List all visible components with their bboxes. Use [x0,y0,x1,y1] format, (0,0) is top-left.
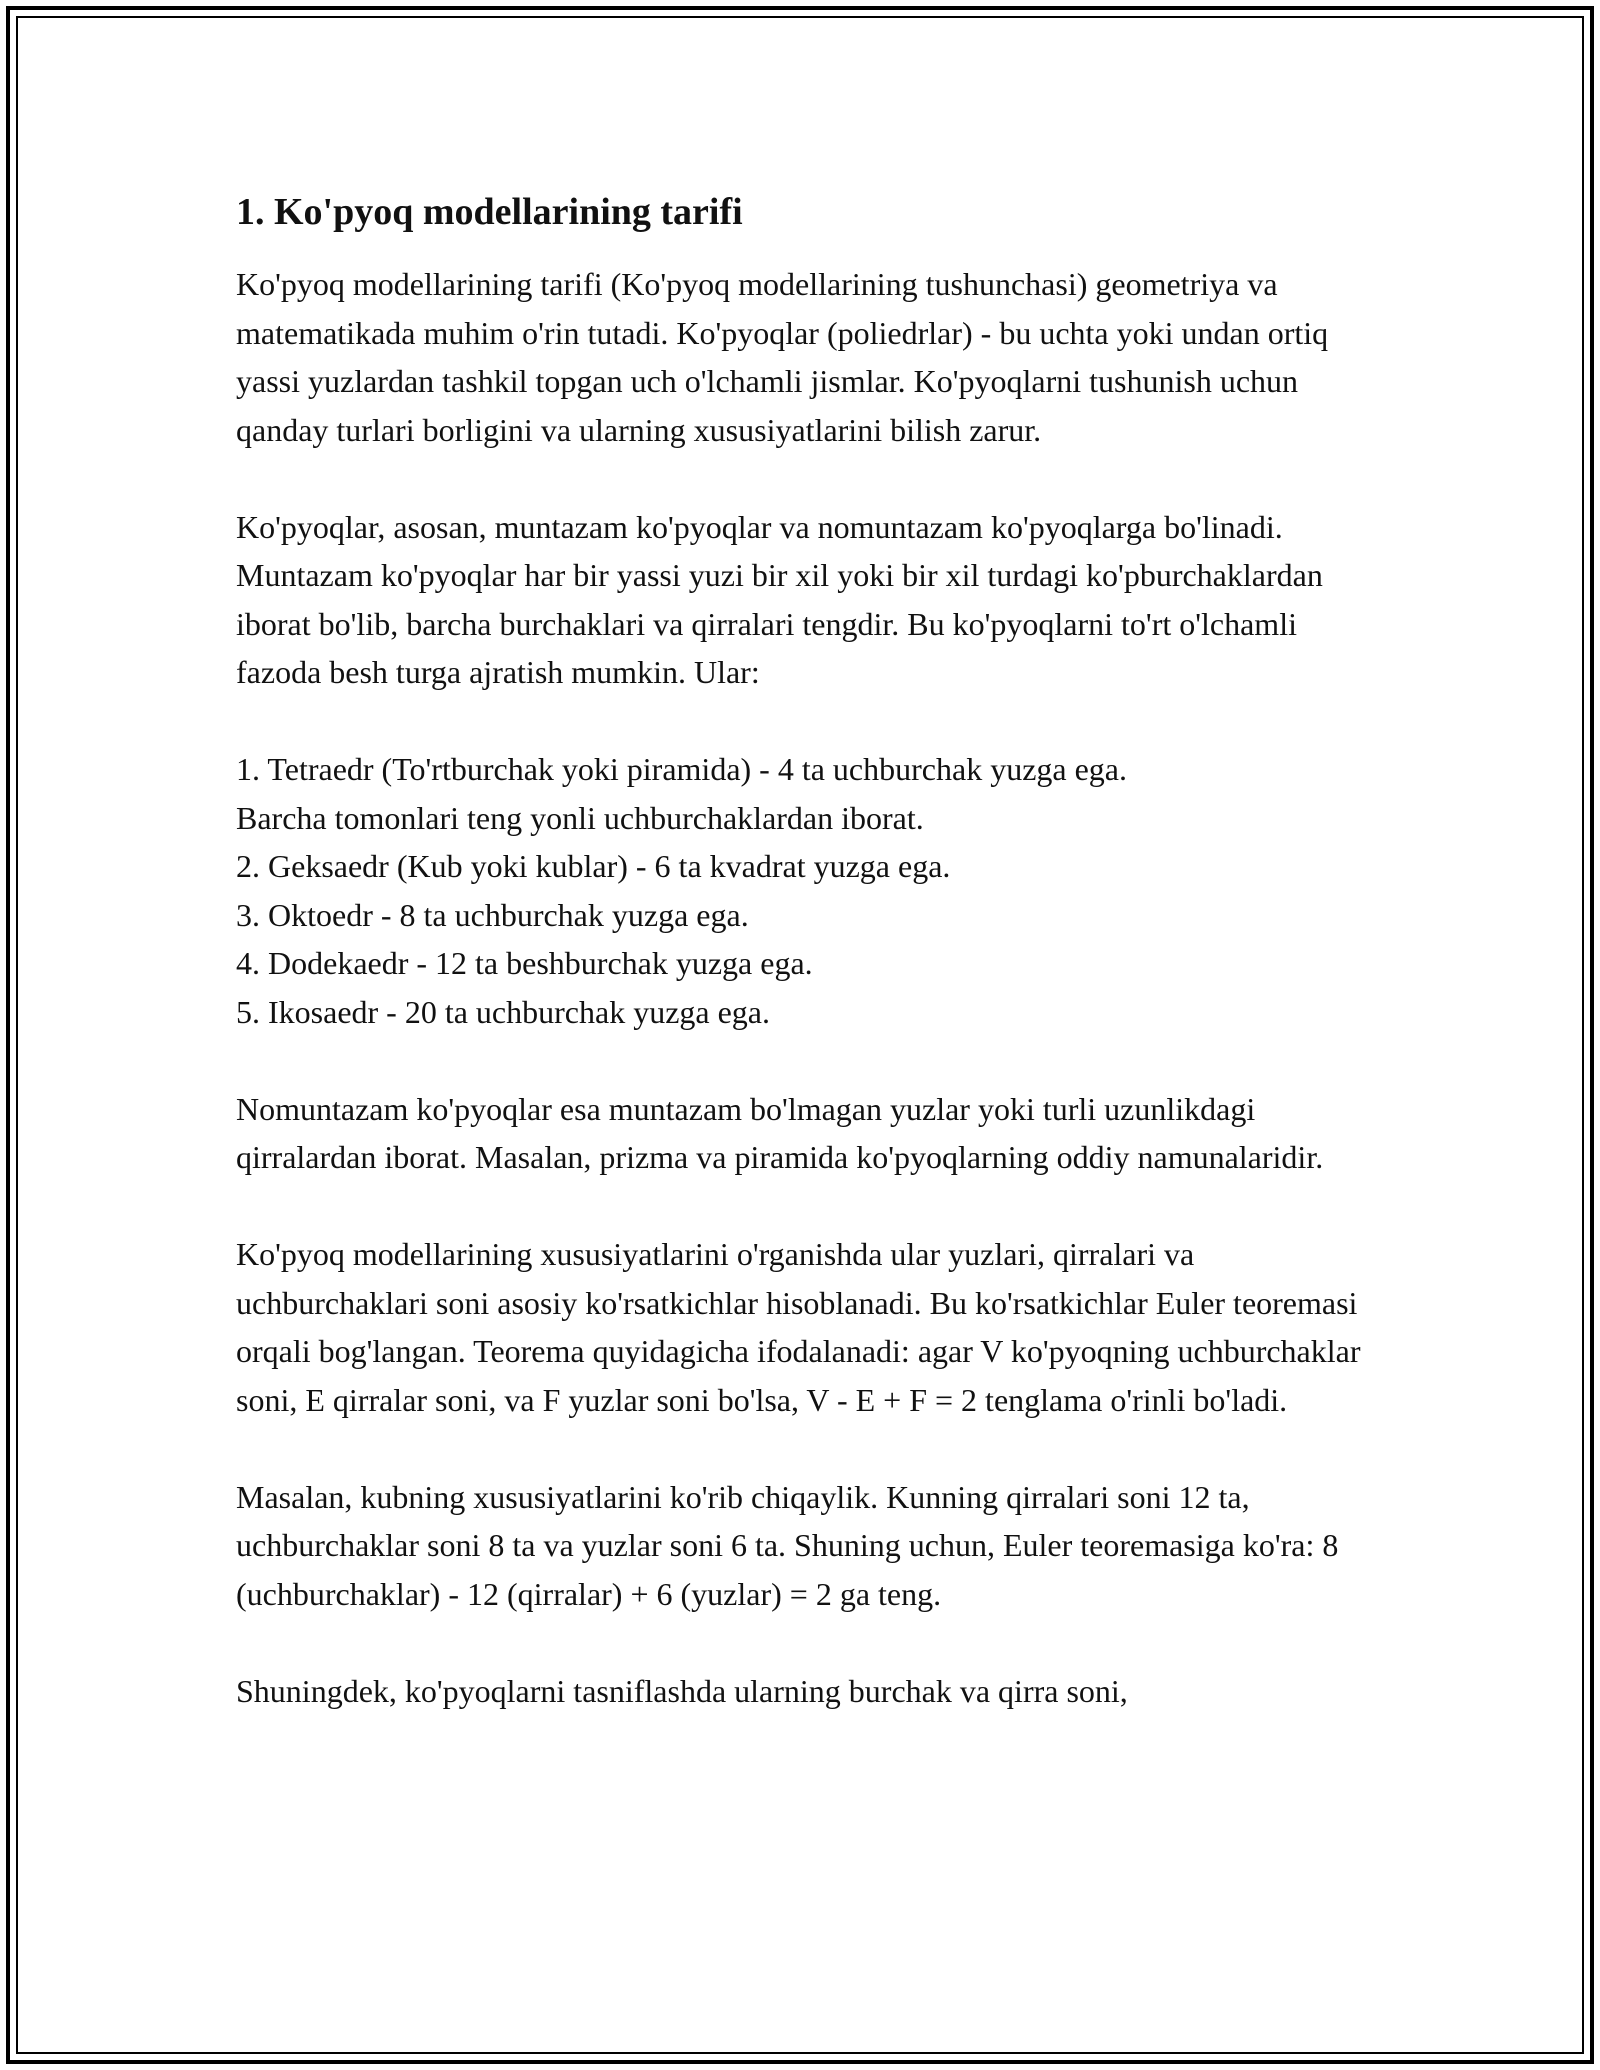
list-item: 5. Ikosaedr - 20 ta uchburchak yuzga ega. [236,993,770,1030]
paragraph-cube-example: Masalan, kubning xususiyatlarini ko'rib chiqaylik. Kunning qirralari soni 12 ta, uchburchaklar soni 8 ta va yuzlar soni 6 ta. Shuning uchun, Euler teoremasiga ko'ra: 8 (uchburchaklar) - 12 (qirralar) + 6 (yuzlar) = 2 ga teng. [236,1478,1339,1612]
paragraph-definition: Ko'pyoq modellarining tarifi (Ko'pyoq modellarining tushunchasi) geometriya va matematikada muhim o'rin tutadi. Ko'pyoqlar (poliedrlar) - bu uchta yoki undan ortiq yassi yuzlardan tashkil topgan uch o'lchamli jismlar. Ko'pyoqlarni tushunish uchun qanday turlari borligini va ularning xususiyatlarini bilish zarur. [236,266,1329,448]
paragraph-euler: Ko'pyoq modellarining xususiyatlarini o'rganishda ular yuzlari, qirralari va uchburchaklari soni asosiy ko'rsatkichlar hisoblanadi. Bu ko'rsatkichlar Euler teoremasi orqali bog'langan. Teorema quyidagicha ifodalanadi: agar V ko'pyoqning uchburchaklar soni, E qirralar soni, va F yuzlar soni bo'lsa, V - E + F = 2 tenglama o'rinli bo'ladi. [236,1236,1361,1418]
list-item: 1. Tetraedr (To'rtburchak yoki piramida) - 4 ta uchburchak yuzga ega. [236,751,1127,787]
list-item: 3. Oktoedr - 8 ta uchburchak yuzga ega. [236,896,749,933]
list-item: 4. Dodekaedr - 12 ta beshburchak yuzga ega. [236,945,813,981]
section-title: 1. Ko'pyoq modellarining tarifi [236,191,743,233]
paragraph-classification: Ko'pyoqlar, asosan, muntazam ko'pyoqlar va nomuntazam ko'pyoqlarga bo'linadi. Muntazam ko'pyoqlar har bir yassi yuzi bir xil yoki bir xil turdagi ko'pburchaklardan iborat bo'lib, barcha burchaklari va qirralari tengdir. Bu ko'pyoqlarni to'rt o'lchamli fazoda besh turga ajratish mumkin. Ular: [236,508,1323,690]
document-body [236,186,1366,1764]
paragraph-continuation: Shuningdek, ko'pyoqlarni tasniflashda ularning burchak va qirra soni, [236,1672,1128,1709]
list-item: 2. Geksaedr (Kub yoki kublar) - 6 ta kvadrat yuzga ega. [236,848,951,884]
paragraph-irregular: Nomuntazam ko'pyoqlar esa muntazam bo'lmagan yuzlar yoki turli uzunlikdagi qirralardan iborat. Masalan, prizma va piramida ko'pyoqlarning oddiy namunalaridir. [236,1090,1324,1175]
polyhedra-list [236,745,1366,1036]
list-item: Barcha tomonlari teng yonli uchburchaklardan iborat. [236,799,924,836]
